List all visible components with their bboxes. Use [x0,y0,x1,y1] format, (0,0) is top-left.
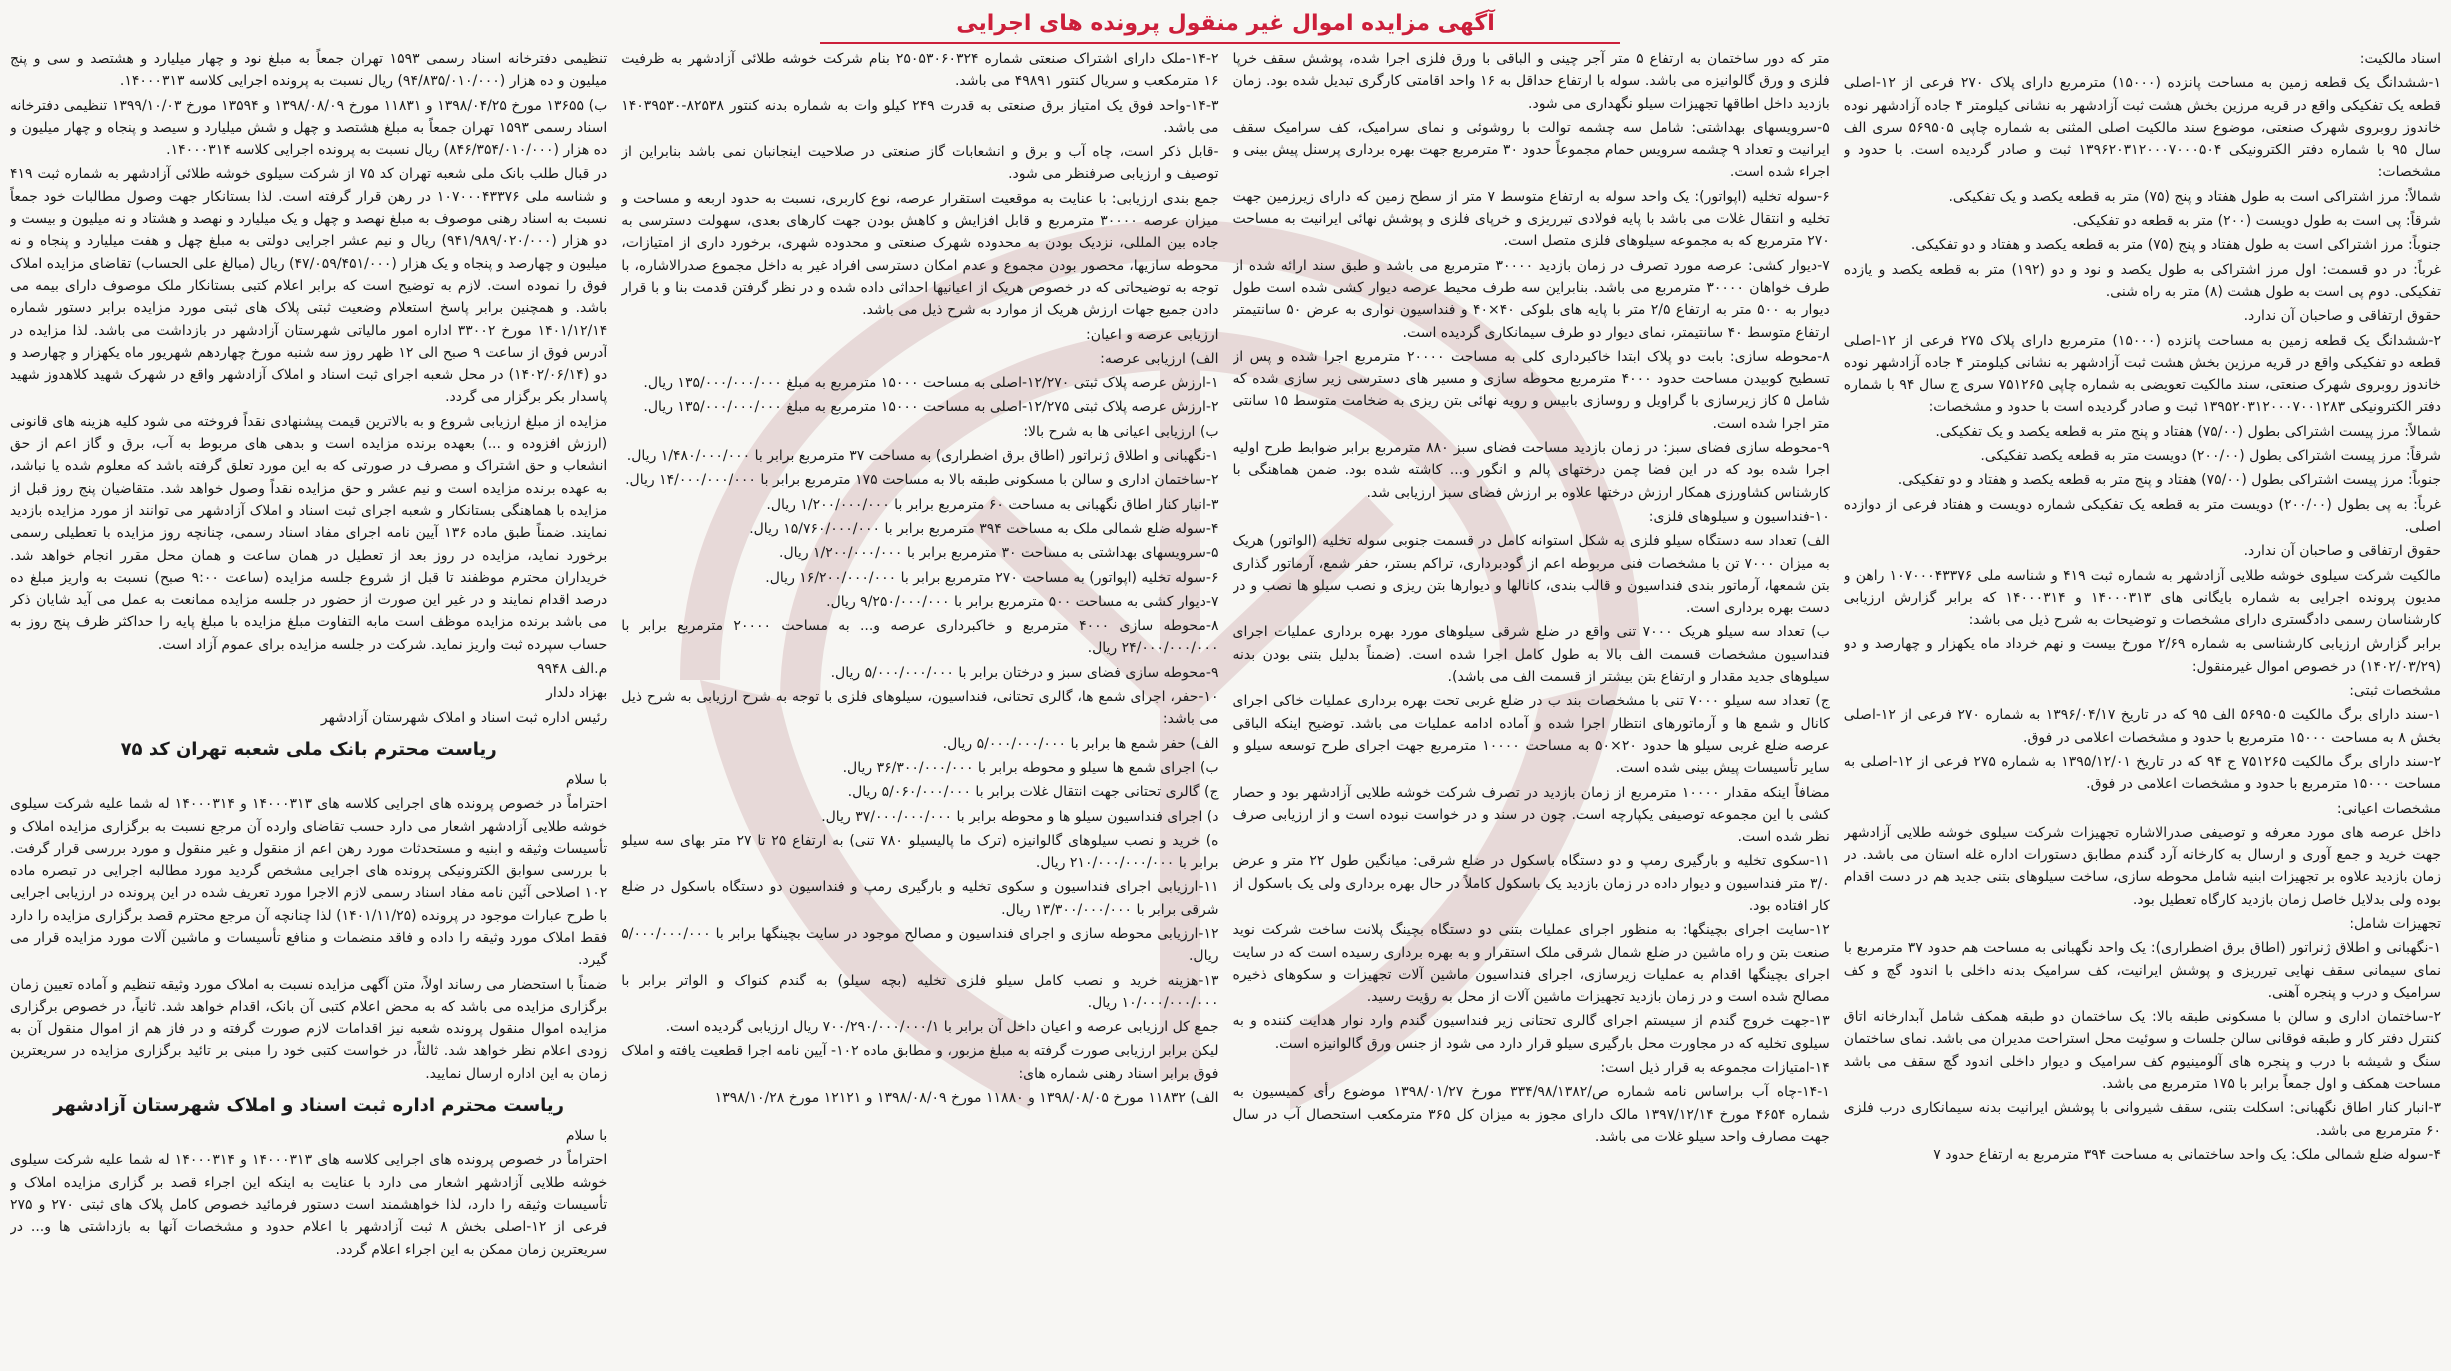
paragraph: ۱۲-ارزیابی محوطه سازی و اجرای فنداسیون و مصالح موجود در سایت بچینگها برابر با ۵/۰۰۰/۰۰۰/۰۰۰ ریال. [621,925,1219,965]
paragraph: ۲-ارزش عرصه پلاک ثبتی ۱۲/۲۷۵-اصلی به مساحت ۱۵۰۰۰ مترمربع به مبلغ ۱۳۵/۰۰۰/۰۰۰/۰۰۰ ریال. [643,399,1219,416]
paragraph: شمالاً: مرز اشتراکی است به طول هفتاد و پنج (۷۵) متر به قطعه یکصد و یک تفکیکی. [1948,188,2441,205]
paragraph: شرقاً: پی است به طول دویست (۲۰۰) متر به قطعه دو تفکیکی. [2072,213,2441,230]
paragraph: ۶-سوله تخلیه (اپواتور) به مساحت ۲۷۰ مترمربع برابر با ۱۶/۲۰۰/۰۰۰/۰۰۰ ریال. [765,569,1219,586]
paragraph: ۱۰-حفر، اجرای شمع ها، گالری تحتانی، فنداسیون، سیلوهای فلزی با توجه به شرح ارزیابی به شرح ذیل می باشد: [621,689,1219,728]
paragraph: ۱-نگهبانی و اطلاق ژنراتور (اطاق برق اضطراری) به مساحت ۳۷ مترمربع برابر با ۱/۴۸۰/۰۰۰/۰۰۰ ریال. [626,448,1219,465]
paragraph: حقوق ارتفاقی و صاحبان آن ندارد. [2243,308,2441,325]
title-divider [820,42,1620,44]
paragraph: ج) گالری تحتانی جهت انتقال غلات برابر با ۵/۰۶۰/۰۰۰/۰۰۰ ریال. [847,784,1219,801]
paragraph: الف) ۱۱۸۳۲ مورخ ۱۳۹۸/۰۸/۰۵ و ۱۱۸۸۰ مورخ ۱۳۹۸/۰۸/۰۹ و ۱۲۱۲۱ مورخ ۱۳۹۸/۱۰/۲۸ [714,1090,1219,1107]
paragraph: ۷-دیوار کشی به مساحت ۵۰۰ مترمربع برابر با ۹/۲۵۰/۰۰۰/۰۰۰ ریال. [826,593,1219,610]
paragraph: د) اجرای فنداسیون سیلو ها و محوطه برابر با ۳۷/۰۰۰/۰۰۰/۰۰۰ ریال. [821,808,1219,825]
paragraph: ارزیابی عرصه و اعیان: [1086,326,1219,343]
paragraph: غرباً: به پی بطول (۲۰۰/۰۰) دویست متر به قطعه یک تفکیکی شماره دویست و هفتاد فرعی از دوازده اصلی. [1843,496,2441,535]
paragraph: شمالاً: مرز پیست اشتراکی بطول (۷۵/۰۰) هفتاد و پنج متر به قطعه یکصد و یک تفکیکی. [1935,423,2441,440]
column-2 [1233,48,1830,1364]
paragraph: حقوق ارتفاقی و صاحبان آن ندارد. [2243,543,2441,560]
paragraph: ۱۰-فنداسیون و سیلوهای فلزی: [1648,508,1830,525]
paragraph: ۱-ششدانگ یک قطعه زمین به مساحت پانزده (۱۵۰۰۰) مترمربع دارای پلاک ۲۷۰ فرعی از ۱۲-اصلی قطعه یک تفکیکی واقع در قریه مرزین بخش هشت ثبت آزادشهر به نشانی کیلومتر ۴ جاده آزادشهر نوده خاندوز روبروی شهرک صنعتی، موضوع سند مالکیت اصلی المثنی به شماره چاپی ۵۶۹۵۰۵ سری الف سال ۹۵ با شماره دفتر الکترونیکی ۱۳۹۶۲۰۳۱۲۰۰۰۷۰۰۰۵۰۴ ثبت و صادر گردیده است. با حدود و مشخصات: [1843,75,2441,181]
column-4 [10,48,607,1364]
paragraph: ۲-سند دارای برگ مالکیت ۷۵۱۲۶۵ ج ۹۴ که در تاریخ ۱۳۹۵/۱۲/۰۱ به شماره ۲۷۵ فرعی از ۱۲-اصلی به مساحت ۱۵۰۰۰ مترمربع با حدود و مشخصات اعلامی در فوق. [1843,753,2441,793]
paragraph: الف) حفر شمع ها برابر با ۵/۰۰۰/۰۰۰/۰۰۰ ریال. [942,735,1219,752]
notice-title: آگهی مزایده اموال غیر منقول پرونده های اجرایی [956,11,1495,36]
paragraph: با سلام [565,771,608,788]
paragraph: ۱۱-سکوی تخلیه و بارگیری رمپ و دو دستگاه باسکول در ضلع شرقی: میانگین طول ۲۲ متر و عرض ۳/۰ متر فنداسیون و دیوار داده در زمان بازدید یک باسکول کاملاً در حال بهره برداری ولی یک باسکول از کار افتاده بود. [1232,853,1830,914]
paragraph: شرقاً: مرز پیست اشتراکی بطول (۲۰۰/۰۰) دویست متر به قطعه یکصد تفکیکی. [1980,448,2441,465]
paragraph: ب) ۱۳۶۵۵ مورخ ۱۳۹۸/۰۴/۲۵ و ۱۱۸۳۱ مورخ ۱۳۹۸/۰۸/۰۹ و ۱۳۵۹۴ مورخ ۱۳۹۹/۱۰/۰۳ تنظیمی دفترخانه اسناد رسمی ۱۵۹۳ تهران جمعاً به مبلغ هشتصد و چهل و شش میلیارد و سیصد و پنجاه و چهار میلیون و ده هزار (۸۴۶/۳۵۴/۰۱۰/۰۰۰) ریال نسبت به پرونده اجرایی کلاسه ۱۴۰۰۰۳۱۴. [10,97,608,159]
paragraph: جنوباً: مرز پیست اشتراکی بطول (۷۵/۰۰) هفتاد و پنج متر به قطعه یکصد و هفتاد و دو تفکیکی. [1897,472,2441,489]
paragraph: ب) اجرای شمع ها سیلو و محوطه برابر با ۳۶/۳۰۰/۰۰۰/۰۰۰ ریال. [842,759,1219,776]
paragraph: ۱-سند دارای برگ مالکیت ۵۶۹۵۰۵ الف ۹۵ که در تاریخ ۱۳۹۶/۰۴/۱۷ به شماره ۲۷۰ فرعی از ۱۲-اصلی بخش ۸ به مساحت ۱۵۰۰۰ مترمربع با حدود و مشخصات اعلامی در فوق. [1843,707,2441,746]
paragraph: ۲-ساختمان اداری و سالن با مسکونی طبقه بالا: یک ساختمان دو طبقه همکف شامل آبدارخانه اتاق کنترل دفتر کار و طبقه فوقانی سالن جلسات و سوئیت محل استراحت مدیران می باشد. نمای ساختمان سنگ و شیشه با درب و پنجره های آلومینیوم کف سرامیک و دیوار داخلی اندود گچ سقف می باشد مساحت همکف و اول جمعاً برابر با ۱۷۵ مترمربع می باشد. [1843,1009,2441,1093]
paragraph: ج) تعداد سه سیلو ۷۰۰۰ تنی با مشخصات بند ب در ضلع غربی تحت بهره برداری عملیات خاکی اجرای کانال و شمع ها و آرماتورهای انتظار اجرا شده و آماده ادامه عملیات می باشد. توضیح اینکه الباقی عرصه ضلع غربی سیلو ها حدود ۲۰×۵۰ به مساحت ۱۰۰۰۰ مترمربع جهت اجرای طرح توسعه سیلو و سایر تأسیسات پیش بینی شده است. [1232,693,1830,777]
paragraph: مشخصات ثبتی: [2349,683,2441,700]
paragraph: متر که دور ساختمان به ارتفاع ۵ متر آجر چینی و الباقی با ورق فلزی اجرا شده، پوشش سقف خرپا فلزی و ورق گالوانیزه می باشد. سوله با ارتفاع حداقل به ۱۶ واحد اقامتی کارگری تبدیل شده بود. زمان بازدید داخل اطاقها تجهیزات سیلو نگهداری می شود. [1232,51,1830,112]
paragraph: غرباً: در دو قسمت: اول مرز اشتراکی به طول یکصد و نود و دو (۱۹۲) متر به قطعه یکصد و یازده تفکیکی. دوم پی است به طول هشت (۸) متر به راه شنی. [1843,261,2441,300]
paragraph: احتراماً در خصوص پرونده های اجرایی کلاسه های ۱۴۰۰۰۳۱۳ و ۱۴۰۰۰۳۱۴ له شما علیه شرکت سیلوی خوشه طلایی آزادشهر اشعار می دارد حسب تقاضای وارده آن مرجع نسبت به برگزاری مزایده املاک و تأسیسات وثیقه و ابنیه و مستحدثات مورد رهن اعم از منقول و غیر منقول و مورد بررسی قرار گرفت. با بررسی سوابق الکترونیکی پرونده های اجرایی مشخص گردید مورد مطالبه اجرایی در تبصره ماده ۱۰۲ اصلاحی آئین نامه مفاد اسناد رسمی لازم الاجرا مورد تعریف شده در این پرونده در ارزیابی اجرایی با طرح عبارات موجود در پرونده (۱۴۰۱/۱۱/۲۵) لذا چنانچه آن مرجع محترم قصد برگزاری مزایده را دارد فقط املاک مورد وثیقه را داده و فاقد منضمات و منافع تأسیسات و ماشین آلات مورد مزایده قرار می گیرد. [10,796,608,969]
paragraph: ۵-سرویسهای بهداشتی به مساحت ۳۰ مترمربع برابر با ۱/۲۰۰/۰۰۰/۰۰۰ ریال. [779,545,1219,562]
paragraph: م.الف ۹۹۴۸ [536,661,608,678]
section-heading: ریاست محترم بانک ملی شعبه تهران کد ۷۵ [120,738,497,760]
paragraph: جمع کل ارزیابی عرصه و اعیان داخل آن برابر با ۷۰۰/۲۹۰/۰۰۰/۰۰۰/۱ ریال ارزیابی گردیده است. [665,1019,1219,1036]
paragraph: الف) تعداد سه دستگاه سیلو فلزی به شکل استوانه کامل در قسمت جنوبی سوله تخلیه (الواتور) هریک به میزان ۷۰۰۰ تن با مشخصات فنی مربوطه اعم از گودبرداری، تراکم بستر، حفر شمع، آرماتور گذاری بتن شمعها، آرماتور بندی فنداسیون و قالب بندی، کانالها و دیوارها بتن ریزی و نصب سیلو ها نصب و در دست بهره برداری است. [1232,533,1830,617]
paragraph: ۷-دیوار کشی: عرصه مورد تصرف در زمان بازدید ۳۰۰۰۰ مترمربع می باشد و طبق سند ارائه شده از طرف خواهان ۳۰۰۰۰ مترمربع می باشد. بنابراین سه طرف محیط عرصه دیوار کشی شده است طول دیوار به ۵۰۰ متر به ارتفاع ۲/۵ متر با پایه های بلوکی ۴۰×۴۰ و فنداسیون نواری به عرض ۵۰ سانتیمتر ارتفاع متوسط ۴۰ سانتیمتر، نمای دیوار دو طرف سیمانکاری گردیده است. [1232,257,1830,341]
paragraph: در قبال طلب بانک ملی شعبه تهران کد ۷۵ از شرکت سیلوی خوشه طلائی آزادشهر به شماره ثبت ۴۱۹ و شناسه ملی ۱۰۷۰۰۰۴۳۳۷۶ در رهن قرار گرفته است. لذا بستانکار جهت وصول مطالبات خود جمعاً نسبت به اسناد رهنی موصوف به مبلغ نهصد و چهل و یک میلیارد و نهصد و هشتاد و نه میلیون و بیست و دو هزار (۹۴۱/۹۸۹/۰۲۰/۰۰۰) ریال و نیم عشر اجرایی دولتی به مبلغ چهل و هفت میلیارد و پنجاه و نه میلیون و چهارصد و پنجاه و یک هزار (۴۷/۰۵۹/۴۵۱/۰۰۰) ریال (مبالغ علی الحساب) تقاضای مزایده املاک فوق را نموده است. لازم به توضیح است که برابر اعلام کتبی بستانکار ملک موصوف دارای بیمه می باشد. و همچنین برابر پاسخ استعلام وضعیت ثبتی پلاک های ثبتی مورد مزایده برابر دستور شماره ۱۴۰۱/۱۲/۱۴ مورخ ۳۳۰۰۲ اداره امور مالیاتی شهرستان آزادشهر در بازداشت می باشد. لذا مزایده در آدرس فوق از ساعت ۹ صبح الی ۱۲ ظهر روز سه شنبه مورخ چهاردهم شهریور ماه یکهزار و چهارصد و دو (۱۴۰۲/۰۶/۱۴) در محل شعبه اجرای ثبت اسناد و املاک آزادشهر واقع در شهرک شهید کلاهدوز شهید پاسدار بکر برگزار می گردد. [10,166,608,406]
paragraph: بهزاد دلدار [546,685,608,702]
paragraph: ۸-محوطه سازی ۴۰۰۰ مترمربع و خاکبرداری عرصه و... به مساحت ۲۰۰۰۰ مترمربع برابر با ۲۴/۰۰۰/۰۰۰/۰۰۰ ریال. [621,618,1219,657]
section-heading: ریاست محترم اداره ثبت اسناد و املاک شهرستان آزادشهر [53,1095,565,1117]
paragraph: ۶-سوله تخلیه (اپواتور): یک واحد سوله به ارتفاع متوسط ۷ متر از سطح زمین که دارای زیرزمین جهت تخلیه و انتقال غلات می باشد با پایه فولادی تیرریزی و خرپای فلزی و پوشش نهائی ایرانیت به مساحت ۲۷۰ مترمربع که به مجموعه سیلوهای فلزی متصل است. [1232,188,1830,250]
paragraph: جمع بندی ارزیابی: با عنایت به موقعیت استقرار عرصه، نوع کاربری، نسبت به حدود اربعه و مساحت و میزان عرصه ۳۰۰۰۰ مترمربع و قابل افزایش و کاهش بودن جهت کارهای بعدی، سهولت دسترسی به جاده بین المللی، نزدیک بودن به محدوده شهرک صنعتی و محدوده شهری، برخورد داری از امتیازات، محوطه سازیها، محصور بودن مجموع و عدم امکان دسترسی افراد غیر به داخل مجموع صدرالاشاره، با توجه به توضیحاتی که در خصوص هریک از اعیانیها احداثی داده شده و در نظر گرفتن قدمت بنا و با قرار دادن جمیع جهات ارزش هریک از موارد به شرح ذیل می باشد. [621,190,1219,319]
paragraph: تنظیمی دفترخانه اسناد رسمی ۱۵۹۳ تهران جمعاً به مبلغ نود و چهار میلیارد و هشتصد و سی و پنج میلیون و ده هزار (۹۴/۸۳۵/۰۱۰/۰۰۰) ریال نسبت به پرونده اجرایی کلاسه ۱۴۰۰۰۳۱۳. [10,51,608,90]
paragraph: اسناد مالکیت: [2359,51,2441,67]
paragraph: ۹-محوطه سازی فضای سبز و درختان برابر با ۵/۰۰۰/۰۰۰/۰۰۰ ریال. [830,664,1219,681]
paragraph: ب) ارزیابی اعیانی ها به شرح بالا: [1023,423,1219,440]
paragraph: ۴-سوله ضلع شمالی ملک: یک واحد ساختمانی به مساحت ۳۹۴ مترمربع به ارتفاع حدود ۷ [1933,1146,2441,1163]
paragraph: مزایده از مبلغ ارزیابی شروع و به بالاترین قیمت پیشنهادی نقداً فروخته می شود کلیه هزینه های قانونی (ارزش افزوده و ...) بعهده برنده مزایده است و بدهی های مربوط به آب، برق و گاز اعم از حق انشعاب و حق اشتراک و مصرف در صورتی که به این مورد تعلق گرفته باشد که معلوم شده یا نباشد، به عهده برنده مزایده است و نیم عشر و حق مزایده نقداً وصول خواهد شد. متقاضیان پنج روز قبل از مزایده با هماهنگی بستانکار و شعبه اجرای ثبت اسناد و املاک آزادشهر می توانند از مورد مزایده بازدید نمایند. ضمناً طبق ماده ۱۳۶ آیین نامه اجرای مفاد اسناد رسمی، چنانچه روز مزایده با تعطیلی رسمی برخورد نماید، مزایده در روز بعد از تعطیل در همان ساعت و همان محل مقرر انجام خواهد شد. خریداران محترم موظفند تا قبل از شروع جلسه مزایده (ساعت ۹:۰۰ صبح) نسبت به واریز مبلغ ده درصد اقدام نمایند و در غیر این صورت از حضور در جلسه مزایده ممانعت به عمل می آید شایان ذکر می باشد برنده مزایده موظف است مابه التفاوت مبلغ مزایده با مبلغ پایه را حداکثر ظرف پنج روز به حساب سپرده ثبت واریز نماید. شرکت در جلسه مزایده برای عموم آزاد است. [10,413,608,653]
paragraph: ۱-ارزش عرصه پلاک ثبتی ۱۲/۲۷۰-اصلی به مساحت ۱۵۰۰۰ مترمربع به مبلغ ۱۳۵/۰۰۰/۰۰۰/۰۰۰ ریال. [643,375,1219,392]
paragraph: ۸-محوطه سازی: بابت دو پلاک ابتدا خاکبرداری کلی به مساحت ۲۰۰۰۰ مترمربع اجرا شده و پس از تسطیح کوبیدن مساحت حدود ۴۰۰۰ مترمربع محوطه سازی و مسیر های دسترسی زیر سازی شده که شامل ۵ کاز زیرسازی با گراویل و روسازی بابیس و رویه نهائی بتن ریزی به ضخامت متوسط ۱۵ سانتی متر اجرا شده است. [1232,348,1830,432]
column-3 [621,48,1218,1364]
paragraph: ۹-محوطه سازی فضای سبز: در زمان بازدید مساحت فضای سبز ۸۸۰ مترمربع برابر ضوابط طرح اولیه اجرا شده بود که در این فضا چمن درختهای پالم و انگور و... کاشته شده بود. ضمن هماهنگی با کارشناس کشاورزی همکار ارزش درختها علاوه بر ارزش فضای سبز ارزیابی شد. [1232,440,1830,501]
paragraph: تجهیزات شامل: [2349,915,2441,932]
paragraph: ۱۳-هزینه خرید و نصب کامل سیلو فلزی تخلیه (بچه سیلو) به گندم کنواک و الواتر برابر با ۱۰/۰۰۰/۰۰۰/۰۰۰ ریال. [621,972,1219,1011]
paragraph: لیکن برابر ارزیابی صورت گرفته به مبلغ مزبور، و مطابق ماده ۱۰۲- آیین نامه اجرا قطعیت یافته و املاک فوق برابر اسناد رهنی شماره های: [621,1043,1219,1082]
paragraph: الف) ارزیابی عرصه: [1100,350,1219,367]
notice-columns [10,48,2441,1364]
paragraph: ب) تعداد سه سیلو هریک ۷۰۰۰ تنی واقع در ضلع شرقی سیلوهای مورد بهره برداری عملیات اجرای فنداسیون مشخصات قسمت الف بالا به طول کامل اجرا شده است. (ضمناً بدلیل بتنی بودن بدنه سیلوهای جدید مقدار و ارتفاع بتن بیشتر از قسمت الف می باشد). [1232,624,1830,686]
paragraph: مالکیت شرکت سیلوی خوشه طلایی آزادشهر به شماره ثبت ۴۱۹ و شناسه ملی ۱۰۷۰۰۰۴۳۳۷۶ راهن و مدیون پرونده اجرایی به شماره بایگانی های ۱۴۰۰۰۳۱۳ و ۱۴۰۰۰۳۱۴ که برابر گزارش ارزیابی کارشناسان رسمی دادگستری دارای مشخصات و توضیحات به شرح ذیل می باشد: [1843,567,2441,629]
paragraph: ه) خرید و نصب سیلوهای گالوانیزه (ترک ما پالیسیلو ۷۸۰ تنی) به ارتفاع ۲۵ تا ۲۷ متر بهای سه سیلو برابر با ۲۱۰/۰۰۰/۰۰۰/۰۰۰ ریال. [621,832,1219,872]
paragraph: ۵-سرویسهای بهداشتی: شامل سه چشمه توالت با روشوئی و نمای سرامیک، کف سرامیک سقف ایرانیت و تعداد ۹ چشمه سرویس حمام مجموعاً حدود ۳۰ مترمربع جهت بهره برداری پرسنل پیش بینی و اجراء شده است. [1232,119,1830,181]
paragraph: ۳-انبار کنار اطاق نگهبانی به مساحت ۶۰ مترمربع برابر با ۱/۲۰۰/۰۰۰/۰۰۰ ریال. [766,496,1219,513]
paragraph: برابر گزارش ارزیابی کارشناسی به شماره ۲/۶۹ مورخ بیست و نهم خرداد ماه یکهزار و چهارصد و دو (۱۴۰۲/۰۳/۲۹) در خصوص اموال غیرمنقول: [1843,636,2441,675]
paragraph: -قابل ذکر است، چاه آب و برق و انشعابات گاز صنعتی در صلاحیت اینجانبان نمی باشد بنابراین از توصیف و ارزیابی صرفنظر می شود. [621,144,1219,183]
paragraph: ۱۴-۱-چاه آب براساس نامه شماره ص/۳۳۴/۹۸/۱۳۸۲ مورخ ۱۳۹۸/۰۱/۲۷ موضوع رأی کمیسیون به شماره ۴۶۵۴ مورخ ۱۳۹۷/۱۲/۱۴ مالک دارای مجوز به میزان کل ۳۶۵ مترمکعب استحصال آب در سال جهت مصارف واحد سیلو غلات می باشد. [1232,1084,1830,1145]
paragraph: جنوباً: مرز اشتراکی است به طول هفتاد و پنج (۷۵) متر به قطعه یکصد و هفتاد و دو تفکیکی. [1910,237,2441,254]
paragraph: مضافاً اینکه مقدار ۱۰۰۰۰ مترمربع از زمان بازدید در تصرف شرکت خوشه طلایی آزادشهر بود و حصار کشی با این مجموعه توصیفی یکپارچه است. چون در سند و در خواست نبوده است و از ارزیابی صرف نظر شده است. [1232,784,1830,846]
paragraph: احتراماً در خصوص پرونده های اجرایی کلاسه های ۱۴۰۰۰۳۱۳ و ۱۴۰۰۰۳۱۴ له شما علیه شرکت سیلوی خوشه طلایی آزادشهر اشعار می دارد با عنایت به اینکه این اجراء قصد بر گزاری مزایده املاک و تأسیسات وثیقه را دارد، لذا خواهشمند است دستور فرمائید خصوص کامل پلاک های ثبتی ۲۷۰ و ۲۷۵ فرعی از ۱۲-اصلی بخش ۸ ثبت آزادشهر با اعلام حدود و مشخصات آنها به بازداشتی ها و... در سریعترین زمان ممکن به این اجراء اعلام گردد. [10,1152,608,1258]
paragraph: ۴-سوله ضلع شمالی ملک به مساحت ۳۹۴ مترمربع برابر با ۱۵/۷۶۰/۰۰۰/۰۰۰ ریال. [749,520,1219,537]
paragraph: ۳-انبار کنار اطاق نگهبانی: اسکلت بتنی، سقف شیروانی با پوشش ایرانیت بدنه سیمانکاری درب فلزی ۶۰ مترمربع می باشد. [1843,1100,2441,1139]
paragraph: ۱-نگهبانی و اطلاق ژنراتور (اطاق برق اضطراری): یک واحد نگهبانی به مساحت هم حدود ۳۷ مترمربع با نمای سیمانی سقف نهایی تیرریزی و پوشش ایرانیت، کف سرامیک بدنه داخلی با اندود گچ و کف سرامیک و درب و پنجره آهنی. [1843,940,2441,1001]
paragraph: ۱۴-۳-واحد فوق یک امتیاز برق صنعتی به قدرت ۲۴۹ کیلو وات به شماره بدنه کنتور ۸۲۵۳۸-۱۴۰۳۹۵۳۰ می باشد. [621,97,1219,136]
paragraph: ۲-ساختمان اداری و سالن با مسکونی طبقه بالا به مساحت ۱۷۵ مترمربع برابر با ۱۴/۰۰۰/۰۰۰/۰۰۰ ریال. [625,472,1219,489]
paragraph: ۱۳-جهت خروج گندم از سیستم اجرای گالری تحتانی زیر فنداسیون گندم وارد نوار هدایت کننده و به سیلوی تخلیه که در مجاورت محل بارگیری سیلو قرار دارد می شود از جنس ورق گالوانیزه است. [1232,1013,1830,1052]
paragraph: ۱۱-ارزیابی اجرای فنداسیون و سکوی تخلیه و بارگیری رمپ و فنداسیون دو دستگاه باسکول در ضلع شرقی برابر با ۱۳/۳۰۰/۰۰۰/۰۰۰ ریال. [621,879,1219,918]
paragraph: ۲-ششدانگ یک قطعه زمین به مساحت پانزده (۱۵۰۰۰) مترمربع دارای پلاک ۲۷۵ فرعی از ۱۲-اصلی قطعه دو تفکیکی واقع در قریه مرزین بخش هشت ثبت آزادشهر به نشانی کیلومتر ۴ جاده آزادشهر نوده خاندوز روبروی شهرک صنعتی، سند مالکیت تعویضی به شماره چاپی ۷۵۱۲۶۵ سری ج سال ۹۴ با شماره دفتر الکترونیکی ۱۳۹۵۲۰۳۱۲۰۰۰۷۰۰۱۲۸۳ ثبت و صادر گردیده است با حدود و مشخصات: [1843,332,2441,416]
paragraph: ۱۴-۲-ملک دارای اشتراک صنعتی شماره ۲۵۰۵۳۰۶۰۳۲۴ بنام شرکت خوشه طلائی آزادشهر به ظرفیت ۱۶ مترمکعب و سریال کنتور ۴۹۸۹۱ می باشد. [621,51,1219,90]
paragraph: ضمناً با استحضار می رساند اولاً، متن آگهی مزایده نسبت به املاک مورد وثیقه تنظیم و آماده تعیین زمان برگزاری مزایده می باشد که به محض اعلام کتبی آن بانک، اقدام خواهد شد. ثانیاً، در خصوص برگزاری مزایده اموال منقول پرونده شعبه نیز اقدامات لازم صورت گرفته و در فاز هم از اموال منقول آن به زودی اعلام نظر خواهد شد. ثالثاً، در خواست کتبی خود را مبنی بر تائید برگزاری مزایده در سریعترین زمان به این اداره ارسال نمایید. [10,976,608,1082]
paragraph: ۱۲-سایت اجرای بچینگها: به منظور اجرای عملیات بتنی دو دستگاه بچینگ پلانت ساخت شرکت نوید صنعت بتن و راه ماشین در ضلع شمال شرقی ملک استقرار و به بهره برداری رسیده است که در سایت اجرای بچینگها اقدام به عملیات زیرسازی، اجرای فنداسیون ماشین آلات تجهیزات و سکوهای ذخیره مصالح شده است و در زمان بازدید تجهیزات ماشین آلات از محل به رؤیت رسید. [1232,922,1830,1006]
column-1 [1844,48,2441,1364]
paragraph: داخل عرصه های مورد معرفه و توصیفی صدرالاشاره تجهیزات شرکت سیلوی خوشه طلایی آزادشهر جهت خرید و جمع آوری و ارسال به کارخانه آرد گندم مطابق دستورات اداره غله استان می باشد. در زمان بازدید علاوه بر تجهیزات ابنیه شامل محوطه سازی، ساخت سیلوهای بتنی جدید هم در دست اقدام بوده ولی بدلایل خاصل زمان بازدید کارگاه تعطیل بود. [1843,824,2441,908]
paragraph: مشخصات اعیانی: [2336,800,2441,817]
paragraph: رئیس اداره ثبت اسناد و املاک شهرستان آزادشهر [320,709,608,726]
paragraph: ۱۴-امتیازات مجموعه به قرار ذیل است: [1600,1060,1830,1077]
paragraph: با سلام [565,1128,608,1145]
